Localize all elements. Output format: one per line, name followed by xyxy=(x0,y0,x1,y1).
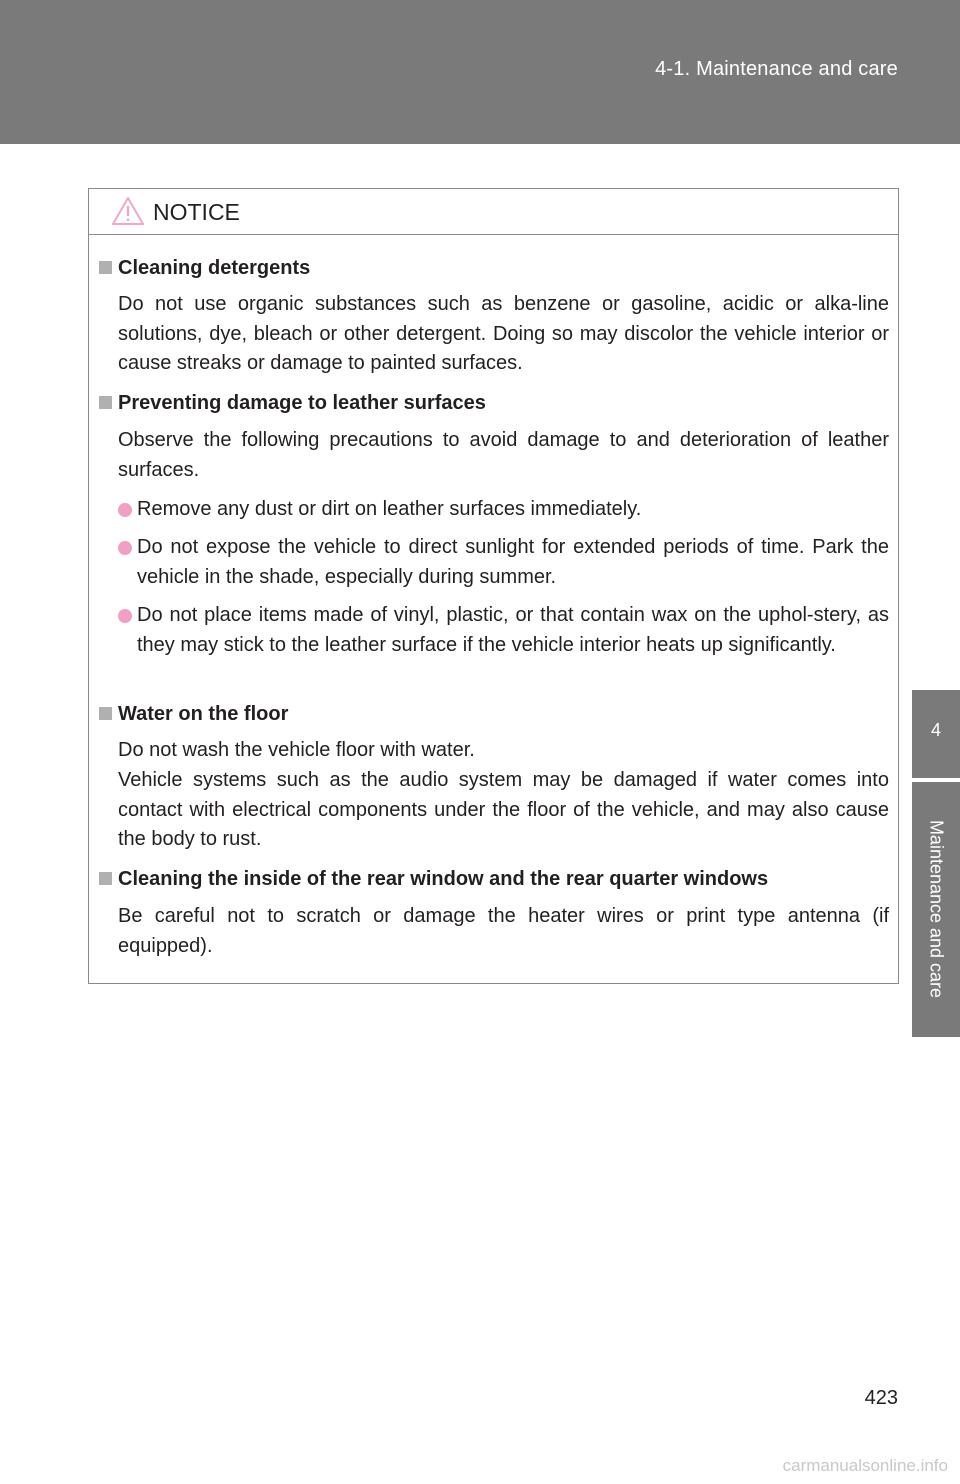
warning-triangle-icon xyxy=(111,196,145,226)
watermark: carmanualsonline.info xyxy=(782,1456,948,1475)
list-item: Do not place items made of vinyl, plastic, or that contain wax on the uphol-stery, as they may stick to the leather surface if the vehicle interior heats up significantly. xyxy=(118,601,889,660)
section-title: 4-1. Maintenance and care xyxy=(655,58,898,80)
section-paragraph: Do not use organic substances such as benzene or gasoline, acidic or alka-line solutions, dye, bleach or other detergent. Doing so may discolor the vehicle interior or cause streaks or damage to painted surfaces. xyxy=(118,293,889,374)
square-bullet-icon xyxy=(99,872,112,885)
section-paragraph: Observe the following precautions to avoid damage to and deterioration of leather surfaces. xyxy=(118,429,889,481)
square-bullet-icon xyxy=(99,707,112,720)
list-item: Remove any dust or dirt on leather surfaces immediately. xyxy=(118,495,889,525)
section-heading: Cleaning the inside of the rear window and the rear quarter windows xyxy=(99,868,768,891)
section-heading: Preventing damage to leather surfaces xyxy=(99,392,486,415)
page-number: 423 xyxy=(864,1387,898,1409)
round-bullet-icon xyxy=(118,609,132,623)
page-header xyxy=(0,0,960,144)
chapter-tab xyxy=(912,690,960,778)
round-bullet-icon xyxy=(118,503,132,517)
notice-title: NOTICE xyxy=(153,199,240,225)
round-bullet-icon xyxy=(118,541,132,555)
list-item: Do not expose the vehicle to direct sunlight for extended periods of time. Park the vehicle in the shade, especially during summer. xyxy=(118,533,889,592)
section-heading: Cleaning detergents xyxy=(99,257,310,280)
square-bullet-icon xyxy=(99,261,112,274)
chapter-number: 4 xyxy=(930,720,941,740)
chapter-label: Maintenance and care xyxy=(926,819,947,999)
chapter-strip xyxy=(912,782,960,1037)
square-bullet-icon xyxy=(99,396,112,409)
section-paragraph: Do not wash the vehicle floor with water. xyxy=(118,739,475,761)
notice-header xyxy=(89,189,898,235)
section-paragraph: Be careful not to scratch or damage the heater wires or print type antenna (if equipped). xyxy=(118,905,889,957)
section-paragraph: Vehicle systems such as the audio system may be damaged if water comes into contact with electrical components under the floor of the vehicle, and may also cause the body to rust. xyxy=(118,769,889,850)
section-heading: Water on the floor xyxy=(99,703,288,726)
notice-box xyxy=(88,188,899,984)
